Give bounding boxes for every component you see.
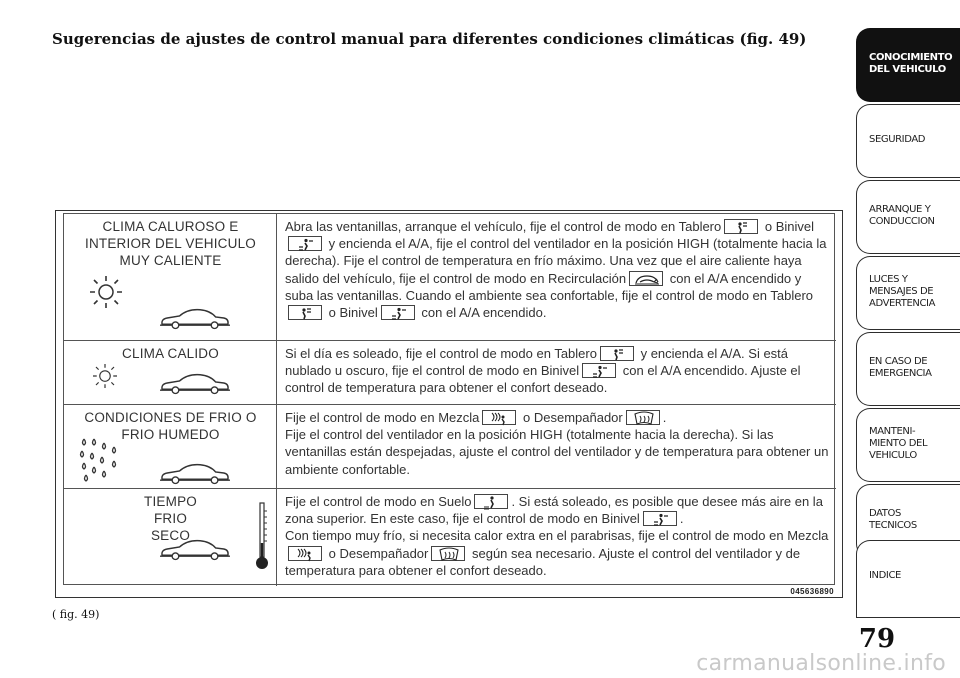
- table-row: [64, 214, 836, 341]
- car-icon: [159, 371, 231, 395]
- bilevel-mode-icon: [381, 305, 415, 320]
- page-number: 79: [858, 624, 896, 654]
- bilevel-mode-icon: [582, 363, 616, 378]
- sidebar-item-mantenimiento[interactable]: MANTENI- MIENTO DEL VEHICULO: [856, 408, 960, 482]
- sidebar-item-datos[interactable]: DATOS TECNICOS: [856, 484, 960, 558]
- section-sidebar: [856, 28, 960, 618]
- condition-cell: [64, 489, 277, 586]
- panel-mode-icon: [600, 346, 634, 361]
- condition-cell: [64, 405, 277, 488]
- figure-code: 045636890: [790, 587, 834, 596]
- condition-label: CLIMA CALIDO: [122, 346, 219, 361]
- table-row: [64, 405, 836, 489]
- floor-mode-icon: [474, 494, 508, 509]
- condition-label: CLIMA CALUROSO E INTERIOR DEL VEHICULO MUY CALIENTE: [85, 219, 256, 268]
- climate-figure: [55, 210, 843, 598]
- mix-mode-icon: [482, 410, 516, 425]
- mix-mode-icon: [288, 546, 322, 561]
- bilevel-mode-icon: [288, 236, 322, 251]
- sidebar-item-emergencia[interactable]: EN CASO DE EMERGENCIA: [856, 332, 960, 406]
- page-title: Sugerencias de ajustes de control manual para diferentes condiciones climáticas (fig. 49): [52, 30, 807, 48]
- condition-label: CONDICIONES DE FRIO O FRIO HUMEDO: [84, 410, 257, 442]
- sun-icon: [86, 272, 126, 312]
- panel-mode-icon: [724, 219, 758, 234]
- table-row: [64, 341, 836, 405]
- condition-cell: [64, 214, 277, 340]
- sidebar-item-arranque[interactable]: ARRANQUE Y CONDUCCION: [856, 180, 960, 254]
- instruction-text: Fije el control de modo en Suelo . Si está soleado, es posible que desee más aire en la zona superior. En este caso, fije el control de modo en Binivel . Con tiempo muy frío, si necesita calor extra en el parabrisas, fije el control de modo en Mezcla o Desempañador según sea necesario. Ajuste el control del ventilador y de temperatura para obtener el confort deseado.: [285, 494, 829, 578]
- figure-caption: ( fig. 49): [52, 608, 100, 621]
- sidebar-item-seguridad[interactable]: SEGURIDAD: [856, 104, 960, 178]
- car-icon: [159, 537, 231, 561]
- sidebar-item-luces[interactable]: LUCES Y MENSAJES DE ADVERTENCIA: [856, 256, 960, 330]
- sidebar-item-indice[interactable]: INDICE: [856, 540, 960, 618]
- condition-cell: [64, 341, 277, 404]
- thermometer-icon: [254, 501, 270, 571]
- climate-table: [63, 213, 835, 585]
- sidebar-item-conocimiento[interactable]: CONOCIMIENTO DEL VEHICULO: [856, 28, 960, 102]
- sun-icon: [90, 361, 120, 391]
- raindrops-icon: [78, 437, 126, 483]
- car-icon: [159, 306, 231, 330]
- defrost-icon: [431, 546, 465, 561]
- instruction-text: Abra las ventanillas, arranque el vehículo, fije el control de modo en Tablero o Binivel y encienda el A/A, fije el control del ventilador en la posición HIGH (totalmente hacia la derecha). Fije el control de temperatura en frío máximo. Una vez que el aire caliente haya salido del vehículo, fije el control de modo en Recirculación con el A/A encendido y suba las ventanillas. Cuando el ambiente sea confortable, fije el control de modo en Tablero o Binivel con el A/A encendido.: [285, 219, 827, 321]
- recirculation-icon: [629, 271, 663, 286]
- watermark: carmanualsonline.info: [696, 651, 946, 676]
- defrost-icon: [626, 410, 660, 425]
- bilevel-mode-icon: [643, 511, 677, 526]
- condition-label: TIEMPO FRIO SECO: [144, 494, 197, 543]
- panel-mode-icon: [288, 305, 322, 320]
- table-row: [64, 489, 836, 586]
- car-icon: [159, 461, 231, 485]
- instruction-text: Si el día es soleado, fije el control de modo en Tablero y encienda el A/A. Si está nublado u oscuro, fije el control de modo en Binivel con el A/A encendido. Ajuste el control de temperatura para obtener el confort deseado.: [285, 346, 801, 396]
- instruction-text: Fije el control de modo en Mezcla o Desempañador . Fije el control del ventilador en la posición HIGH (totalmente hacia la derecha). Si las ventanillas están despejadas, ajuste el control del ventilador y de temperatura para obtener un ambiente confortable.: [285, 410, 829, 477]
